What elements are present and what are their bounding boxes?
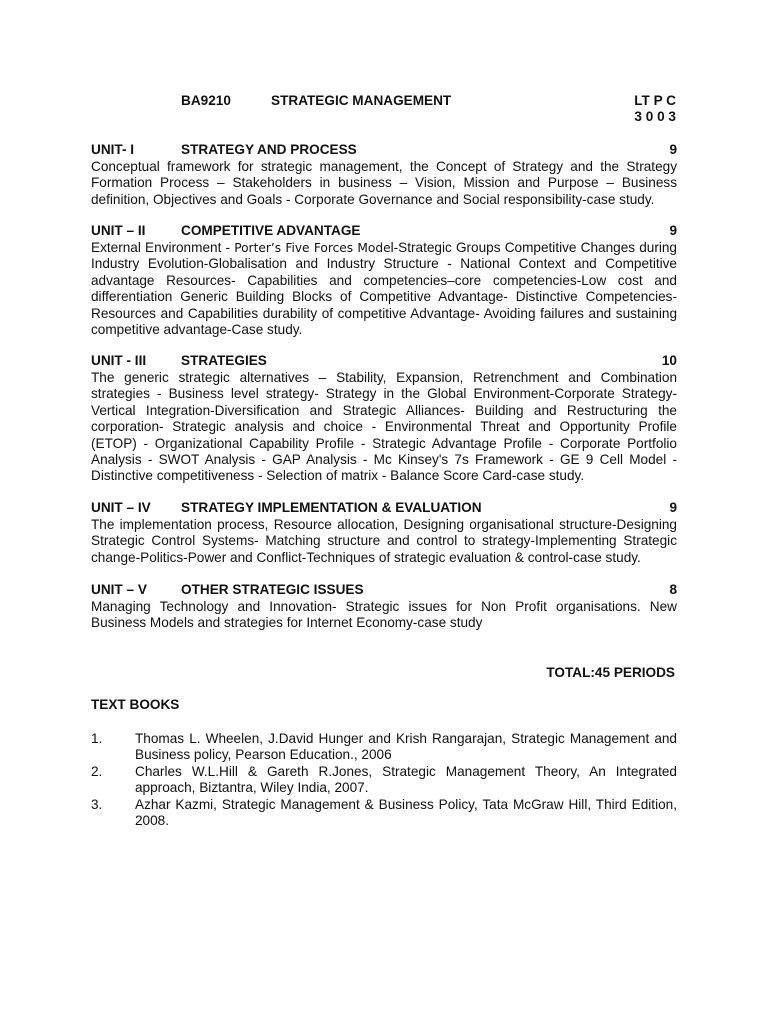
unit-description [91,240,677,338]
unit-periods: 9 [669,500,677,515]
unit-title: OTHER STRATEGIC ISSUES [181,582,364,597]
list-item-number: 2. [91,763,103,779]
ltpc-label: LT P C [634,93,676,108]
unit-heading [91,223,677,239]
text-books-heading: TEXT BOOKS [91,697,180,712]
unit-heading [91,142,677,158]
unit-description-rest: l-Strategic Groups Competitive Changes during Industry Evolution-Globalisation and Industry Structure - National Context and Competitive advantage Resources- Capabilities and competencies–core competencies-Low cost and differentiation Generic Building Blocks of Competitive Advantage- Distinctive Competencies-Resources and Capabilities durability of competitive Advantage- Avoiding failures and sustaining competitive advantage-Case study. [91,240,677,338]
unit-3 [91,353,677,485]
unit-number: UNIT- I [91,142,135,157]
text-books-list [91,731,677,829]
ltpc-block [634,93,676,126]
list-item [91,731,677,764]
unit-periods: 8 [669,582,677,597]
unit-heading [91,582,677,598]
unit-description: The implementation process, Resource allocation, Designing organisational structure-Designing Strategic Control Systems- Matching structure and control to strategy-Implementing Strategic change-Politics-Power and Conflict-Techniques of strategic evaluation & control-case study. [91,517,677,565]
list-item [91,797,677,830]
unit-heading [91,500,677,516]
unit-2 [91,223,677,338]
course-title: STRATEGIC MANAGEMENT [271,93,452,108]
list-item-text: Azhar Kazmi, Strategic Management & Business Policy, Tata McGraw Hill, Third Edition, 2008. [135,796,677,829]
unit-number: UNIT – V [91,582,147,597]
unit-1 [91,142,677,208]
list-item-text: Thomas L. Wheelen, J.David Hunger and Krish Rangarajan, Strategic Management and Business policy, Pearson Education., 2006 [135,731,677,763]
unit-periods: 9 [669,223,677,238]
unit-title: STRATEGY AND PROCESS [181,142,357,157]
unit-number: UNIT – IV [91,500,151,515]
list-item [91,764,677,797]
list-item-text: Charles W.L.Hill & Gareth R.Jones, Strategic Management Theory, An Integrated approach, Biztantra, Wiley India, 2007. [135,763,677,796]
unit-heading [91,353,677,369]
unit-description: The generic strategic alternatives – Stability, Expansion, Retrenchment and Combination strategies - Business level strategy- Strategy in the Global Environment-Corporate Strategy-Vertical Integration-Diversification and Strategic Alliances- Building and Restructuring the corporation- Strategic analysis and choice - Environmental Threat and Opportunity Profile (ETOP) - Organizational Capability Profile - Strategic Advantage Profile - Corporate Portfolio Analysis - SWOT Analysis - GAP Analysis - Mc Kinsey's 7s Framework - GE 9 Cell Model - Distinctive competitiveness - Selection of matrix - Balance Score Card-case study. [91,370,677,484]
unit-periods: 10 [661,353,677,368]
unit-periods: 9 [669,142,677,157]
course-code: BA9210 [181,93,231,108]
unit-title: STRATEGIES [181,353,267,368]
ltpc-values: 3 0 0 3 [634,109,676,125]
total-periods: TOTAL:45 PERIODS [546,665,675,680]
list-item-number: 1. [91,731,103,746]
list-item-number: 3. [91,796,103,812]
unit-5 [91,582,677,632]
unit-4 [91,500,677,566]
unit-title: COMPETITIVE ADVANTAGE [181,223,361,238]
unit-description: Conceptual framework for strategic management, the Concept of Strategy and the Strategy Formation Process – Stakeholders in business – Vision, Mission and Purpose – Business definition, Objectives and Goals - Corporate Governance and Social responsibility-case study. [91,159,677,207]
unit-description-start: External Environment - [91,240,235,255]
unit-title: STRATEGY IMPLEMENTATION & EVALUATION [181,500,482,515]
unit-number: UNIT - III [91,353,147,368]
unit-number: UNIT – II [91,223,146,238]
unit-description-porter: Porter’s Five Forces Mode [234,241,391,255]
unit-description: Managing Technology and Innovation- Strategic issues for Non Profit organisations. New Business Models and strategies for Internet Economy-case study [91,599,677,631]
